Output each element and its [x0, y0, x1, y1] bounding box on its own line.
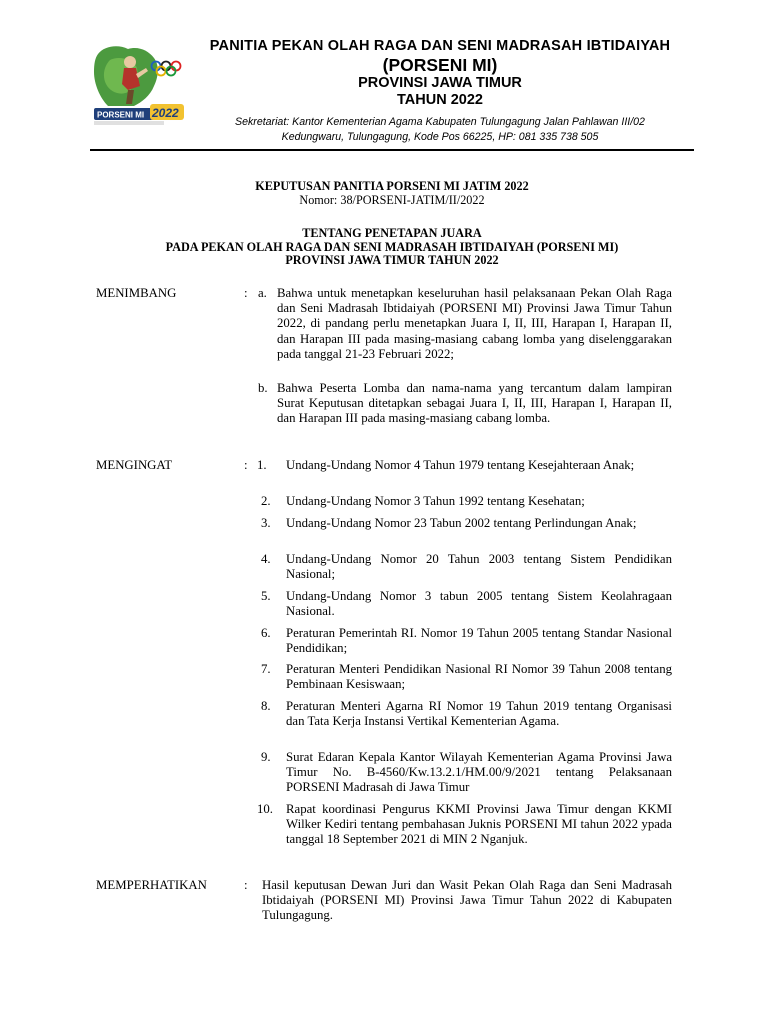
item-marker: 8.	[261, 699, 271, 713]
item-marker: b.	[258, 381, 268, 395]
decree-number: Nomor: 38/PORSENI-JATIM/II/2022	[299, 192, 485, 207]
item-marker: 7.	[261, 662, 271, 676]
item-marker: 1.	[257, 458, 267, 472]
item-marker: 6.	[261, 626, 271, 640]
svg-text:2022: 2022	[152, 106, 179, 120]
item-marker: 10.	[257, 802, 273, 816]
mengingat-label: MENGINGAT	[96, 458, 173, 472]
org-year: TAHUN 2022	[397, 92, 483, 108]
menimbang-item	[258, 381, 672, 443]
org-name: PANITIA PEKAN OLAH RAGA DAN SENI MADRASAH IBTIDAIYAH	[209, 38, 671, 54]
decree-heading	[90, 180, 694, 207]
memperhatikan-text: Hasil keputusan Dewan Juri dan Wasit Pekan Olah Raga dan Seni Madrasah Ibtidaiyah (PORSENI MI) Provinsi Jawa Timur Tahun 2022 di Kabupaten Tulungagung.	[262, 878, 672, 923]
letterhead-divider	[90, 149, 694, 151]
item-text: Undang-Undang Nomor 20 Tahun 2003 tentang Sistem Pendidikan Nasional;	[286, 552, 672, 582]
decree-title: KEPUTUSAN PANITIA PORSENI MI JATIM 2022	[255, 179, 529, 193]
item-text: Bahwa Peserta Lomba dan nama-nama yang tercantum dalam lampiran Surat Keputusan ditetapkan sebagai Juara I, II, III, Harapan I, Harapan II, dan Harapan III pada masing-masiang cabang lomba.	[277, 381, 672, 426]
org-province: PROVINSI JAWA TIMUR	[358, 75, 522, 91]
item-text: Surat Edaran Kepala Kantor Wilayah Kementerian Agama Provinsi Jawa Timur No. B-4560/Kw.13.2.1/HM.00/9/2021 tentang Pelaksanaan PORSENI Madrasah di Jawa Timur	[286, 750, 672, 795]
memperhatikan-label: MEMPERHATIKAN	[96, 878, 207, 892]
svg-text:PORSENI MI: PORSENI MI	[97, 110, 145, 120]
item-text: Bahwa untuk menetapkan keseluruhan hasil pelaksanaan Pekan Olah Raga dan Seni Madrasah Ibtidaiyah (PORSENI MI) Provinsi Jawa Timur Tahun 2022, di pandang perlu menetapkan Juara I, II, III, Harapan I, Harapan II, dan Harapan III pada masing-masiang cabang lomba yang diselenggarakan pada tanggal 21-23 Februari 2022;	[277, 286, 672, 361]
decree-subject	[90, 227, 694, 268]
menimbang-item	[258, 286, 672, 378]
item-marker: 9.	[261, 750, 271, 764]
item-marker: 5.	[261, 589, 271, 603]
menimbang-label: MENIMBANG	[96, 286, 177, 300]
subject-line-2: PADA PEKAN OLAH RAGA DAN SENI MADRASAH IBTIDAIYAH (PORSENI MI)	[165, 239, 619, 254]
item-marker: a.	[258, 286, 267, 300]
org-acronym: (PORSENI MI)	[382, 55, 498, 75]
item-text: Peraturan Pemerintah RI. Nomor 19 Tahun 2005 tentang Standar Nasional Pendidikan;	[286, 626, 672, 656]
item-text: Peraturan Menteri Pendidikan Nasional RI Nomor 39 Tahun 2008 tentang Pembinaan Kesiswaan;	[286, 662, 672, 692]
item-text: Undang-Undang Nomor 3 tabun 2005 tentang Sistem Keolahragaan Nasional.	[286, 589, 672, 619]
item-text: Undang-Undang Nomor 3 Tahun 1992 tentang Kesehatan;	[286, 494, 585, 508]
memperhatikan-colon: :	[244, 878, 248, 892]
letterhead	[190, 38, 690, 145]
address-line-2: Kedungwaru, Tulungagung, Kode Pos 66225, HP: 081 335 738 505	[281, 131, 599, 143]
mengingat-colon: :	[244, 458, 248, 472]
item-text: Undang-Undang Nomor 23 Tabun 2002 tentang Perlindungan Anak;	[286, 516, 637, 530]
subject-line-3: PROVINSI JAWA TIMUR TAHUN 2022	[285, 253, 499, 267]
menimbang-colon: :	[244, 286, 248, 300]
address-line-1: Sekretariat: Kantor Kementerian Agama Kabupaten Tulungagung Jalan Pahlawan III/02	[235, 116, 645, 128]
item-marker: 2.	[261, 494, 271, 508]
item-text: Rapat koordinasi Pengurus KKMI Provinsi Jawa Timur dengan KKMI Wilker Kediri tentang pembahasan Juknis PORSENI MI tahun 2022 ypada tanggal 18 September 2021 di MIN 2 Nganjuk.	[286, 802, 672, 847]
secretariat-address	[190, 115, 690, 145]
item-marker: 3.	[261, 516, 271, 530]
porseni-logo	[88, 40, 196, 130]
item-marker: 4.	[261, 552, 271, 566]
item-text: Peraturan Menteri Agarna RI Nomor 19 Tahun 2019 tentang Organisasi dan Tata Kerja Instansi Vertikal Kementerian Agama.	[286, 699, 672, 729]
subject-line-1: TENTANG PENETAPAN JUARA	[302, 226, 482, 240]
item-text: Undang-Undang Nomor 4 Tahun 1979 tentang Kesejahteraan Anak;	[286, 458, 635, 472]
